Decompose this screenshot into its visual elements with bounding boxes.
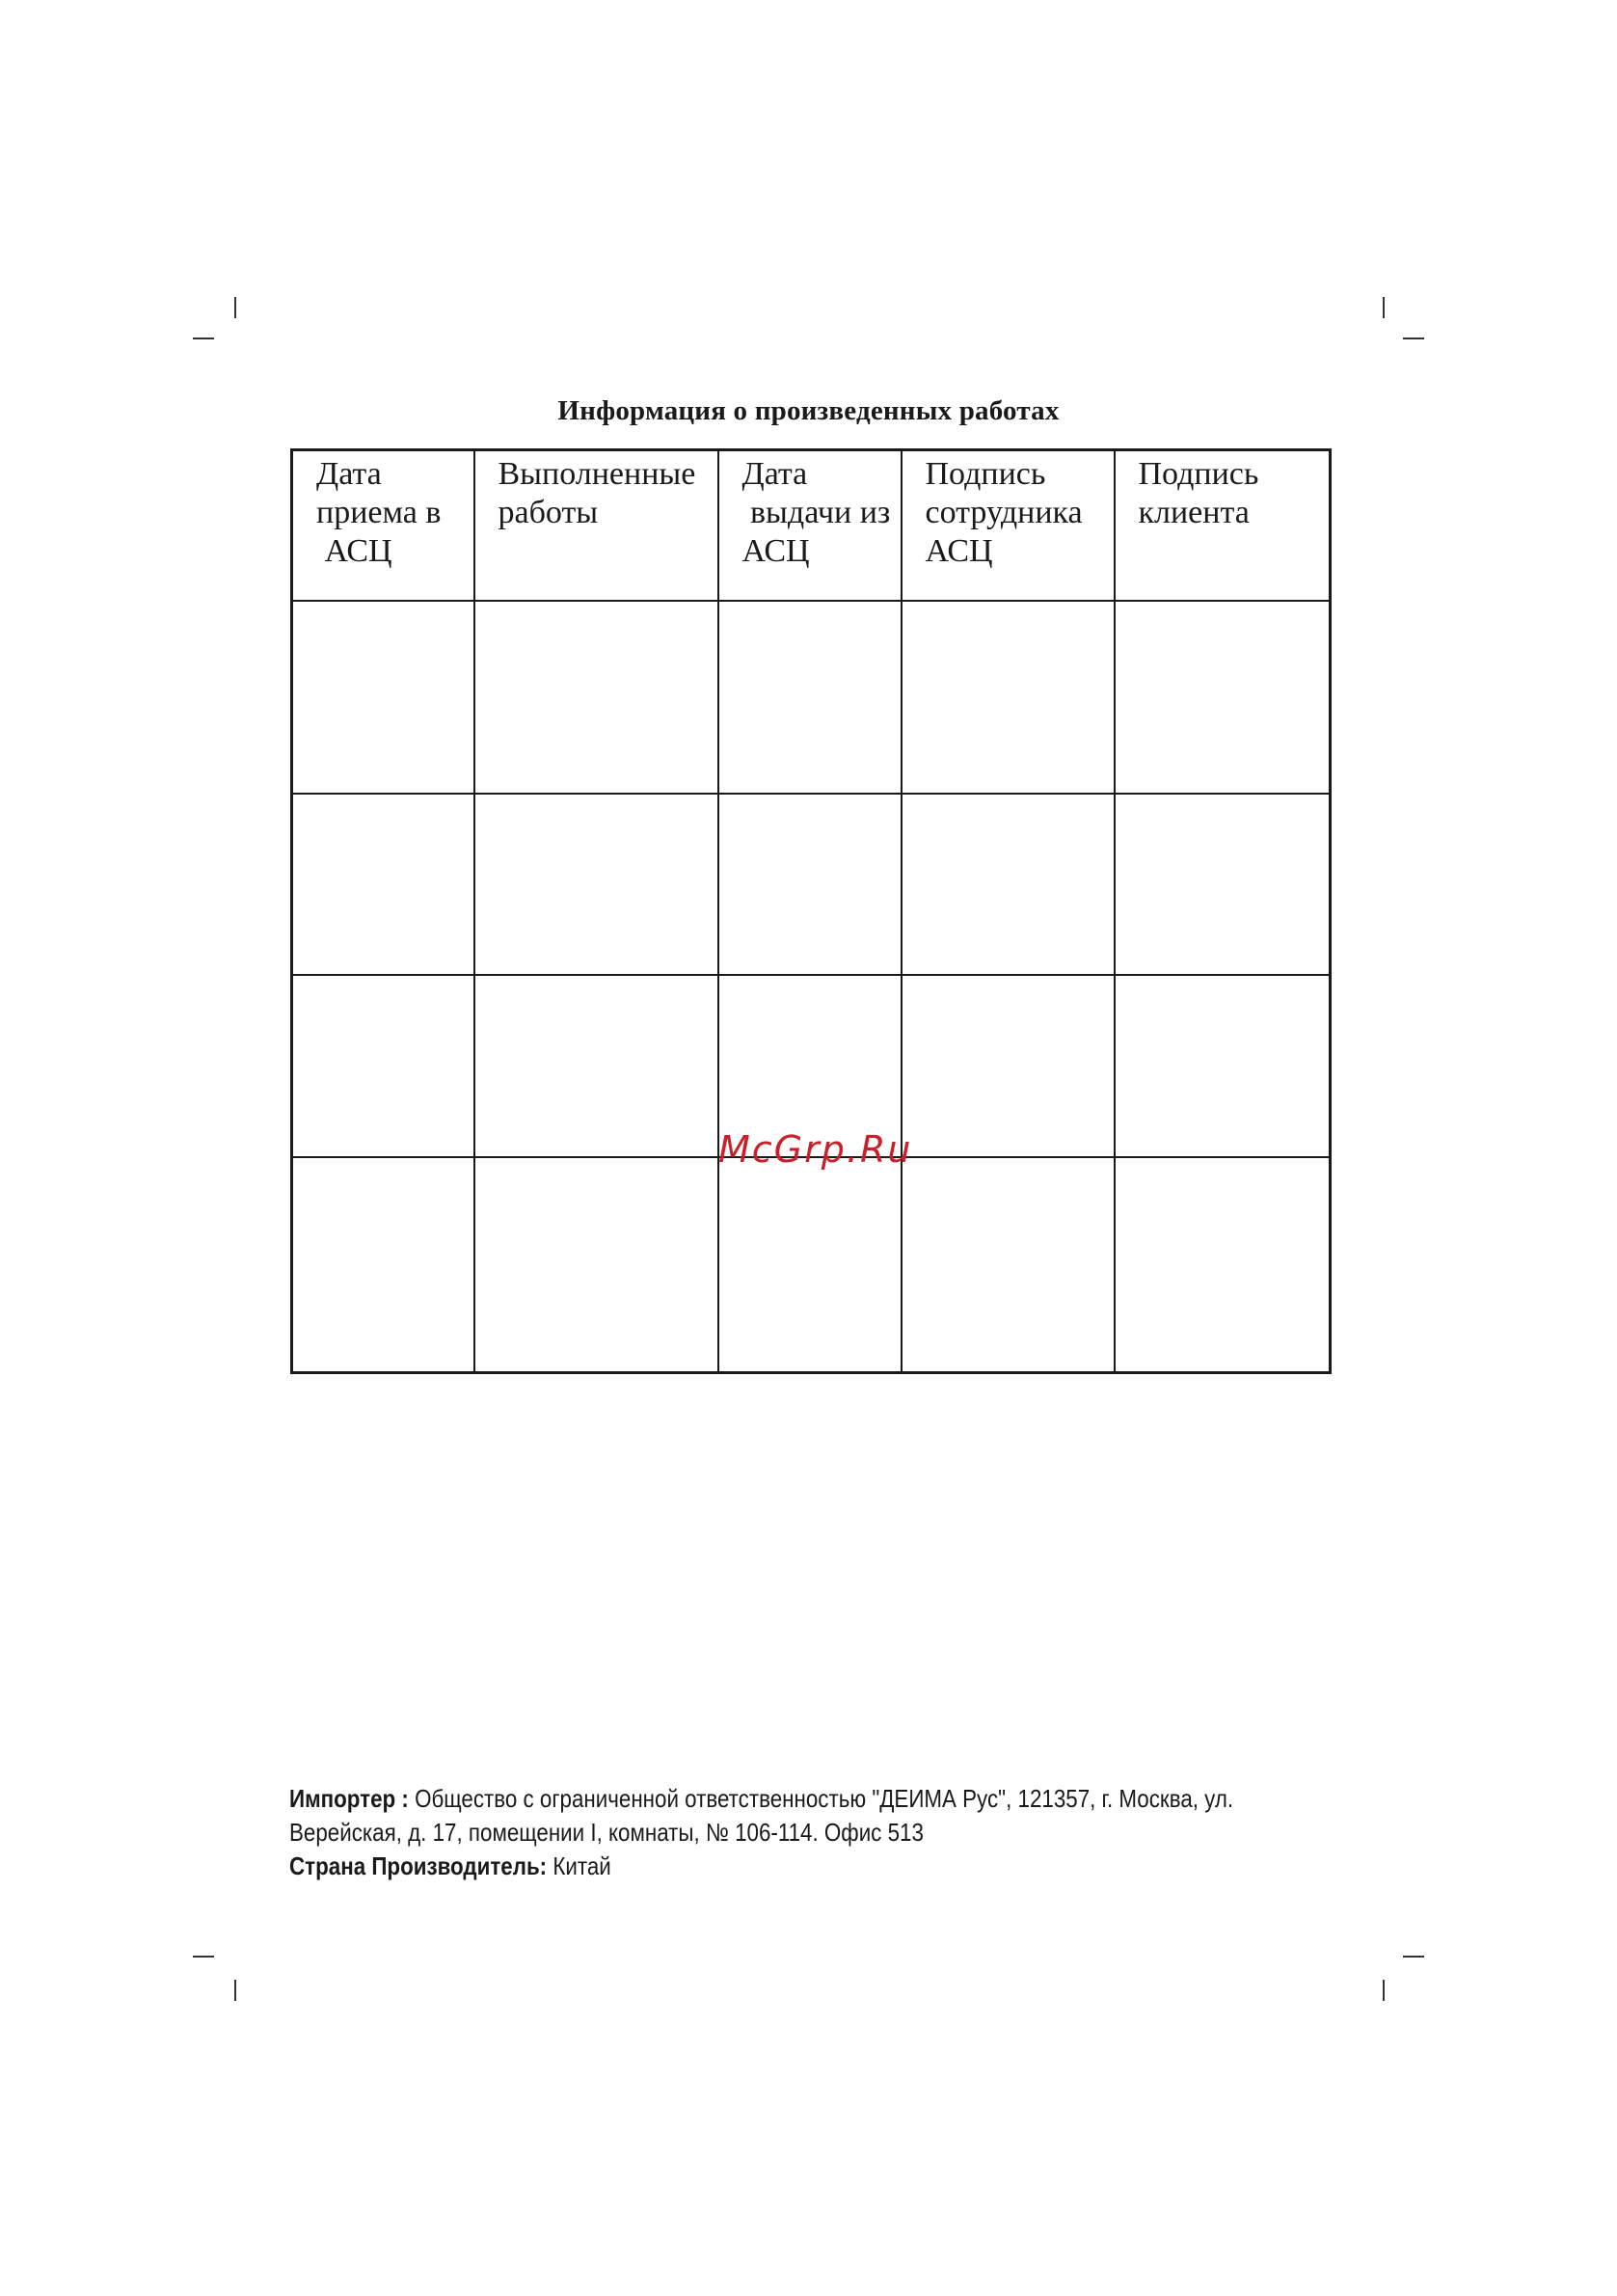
crop-mark [1403,338,1424,339]
header-work-done: Выполненные работы [474,450,718,601]
country-value: Китай [547,1851,611,1880]
header-date-issued: Дата выдачи из АСЦ [718,450,902,601]
crop-mark [193,1956,214,1958]
table-cell[interactable] [292,794,474,975]
work-log-table [290,448,1332,1374]
table-cell[interactable] [474,601,718,794]
table-cell[interactable] [902,975,1115,1157]
header-date-received: Дата приема в АСЦ [292,450,474,601]
importer-label: Импортер : [289,1784,409,1813]
crop-mark [1403,1956,1424,1958]
watermark: McGrp.Ru [718,1128,913,1171]
crop-mark [1383,297,1385,318]
table-header-row [292,450,1331,601]
table-cell[interactable] [1115,601,1331,794]
table-cell[interactable] [718,601,902,794]
table-cell[interactable] [1115,794,1331,975]
crop-mark [234,1980,236,2001]
table-cell[interactable] [718,1157,902,1373]
table-cell[interactable] [902,794,1115,975]
table-cell[interactable] [718,794,902,975]
crop-mark [234,297,236,318]
crop-mark [193,338,214,339]
page-title: Информация о произведенных работах [557,395,1060,426]
table-cell[interactable] [292,975,474,1157]
crop-mark [1383,1980,1385,2001]
table-row [292,794,1331,975]
table-cell[interactable] [292,601,474,794]
header-staff-signature: Подпись сотрудника АСЦ [902,450,1115,601]
table-cell[interactable] [474,1157,718,1373]
footer-info [289,1782,1234,1883]
table-cell[interactable] [474,794,718,975]
table-cell[interactable] [1115,1157,1331,1373]
importer-text-line2: Верейская, д. 17, помещении I, комнаты, № 106-114. Офис 513 [289,1818,924,1847]
country-line [289,1850,1218,1883]
table-cell[interactable] [474,975,718,1157]
table-row [292,601,1331,794]
table-cell[interactable] [902,1157,1115,1373]
table-cell[interactable] [292,1157,474,1373]
importer-text-line1: Общество с ограниченной ответственностью "ДЕИМА Рус", 121357, г. Москва, ул. [408,1784,1234,1813]
header-client-signature: Подпись клиента [1115,450,1331,601]
country-label: Страна Производитель: [289,1851,548,1880]
table-cell[interactable] [1115,975,1331,1157]
table-row [292,1157,1331,1373]
importer-line [289,1782,1234,1816]
table-cell[interactable] [902,601,1115,794]
